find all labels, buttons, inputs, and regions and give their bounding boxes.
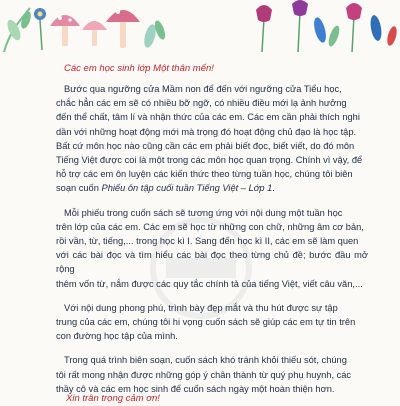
leaf-icon (369, 14, 399, 46)
tulip-icon (292, 0, 308, 52)
text-line: hỗ trợ các em ôn luyện các kiến thức theo từng tuần học, chúng tôi biên (56, 169, 353, 180)
tulip-icon (256, 5, 272, 52)
flower-icon (34, 8, 46, 50)
closing-line: Xin trân trọng cảm ơn! (66, 393, 160, 404)
text-line: với các bài đọc và tìm hiểu các bài đọc theo từng chủ đề; bước đầu mở rộng (56, 250, 368, 275)
text-line: Bất cứ môn học nào cũng cần các em phải biết đọc, biết viết, do đó môn (56, 140, 355, 151)
text-line: trên lớp của các em. Các em sẽ học từ những con chữ, những âm cơ bản, (56, 221, 364, 232)
text-line: dần với những hoạt động mới mà trọng đó hoạt động chủ đạo là học tập. (56, 126, 357, 137)
text-line: chắc hẳn các em sẽ có nhiều bỡ ngỡ, có nhiều điều mới lạ ảnh hưởng (56, 98, 347, 109)
leaf-icon (4, 8, 33, 52)
book-title: Phiếu ôn tập cuối tuần Tiếng Việt – Lớp 1 (101, 183, 273, 194)
text-fragment: soạn cuốn (56, 183, 102, 194)
tulip-icon (346, 3, 362, 52)
greeting: Các em học sinh lớp Một thân mến! (64, 63, 214, 74)
mushroom-icon (106, 10, 140, 48)
text-line: Tiếng Việt được coi là một trong các môn học quan trọng. Chính vì vậy, để (56, 155, 363, 166)
leaf-icon (142, 19, 167, 49)
text-line (56, 181, 368, 195)
text-line: đến thể chất, tâm lí và nhận thức của các em. Các em cần phải thích nghi (56, 112, 360, 123)
text-line: tôi rất mong nhận được những góp ý chân thành từ quý phụ huynh, các (56, 369, 352, 380)
text-line: con đường học tập của mình. (56, 331, 178, 342)
paragraph-2 (56, 206, 368, 291)
mushroom-icon (82, 21, 107, 46)
text-line: Trong quá trình biên soạn, cuốn sách khó tránh khỏi thiếu sót, chúng (64, 355, 347, 366)
text-line: thêm vốn từ, nắm được các quy tắc chính tả của tiếng Việt, viết câu văn,... (56, 278, 363, 289)
text-fragment: . (272, 183, 275, 194)
text-line: rồi vần, từ, tiếng,... trong học kì I. Sang đến học kì II, các em sẽ làm quen (56, 236, 359, 247)
paragraph-3 (56, 301, 368, 344)
paragraph-4 (56, 353, 368, 396)
text-line: Bước qua ngưỡng cửa Mầm non để đến với ngưỡng cửa Tiểu học, (64, 84, 342, 94)
text-line: Với nội dung phong phú, trình bày đẹp mắt và thu hút được sự tập (64, 302, 338, 313)
text-line: thầy cô và các em học sinh để cuốn sách ngày một hoàn thiện hơn. (56, 383, 335, 394)
leaf-icon (312, 16, 342, 48)
text-line: Mỗi phiếu trong cuốn sách sẽ tương ứng với nội dung một tuần học (64, 207, 343, 218)
decorative-header-illustration (0, 0, 400, 52)
preface-text (56, 62, 368, 406)
text-line: trung của các em, chúng tôi hi vọng cuốn sách sẽ giúp các em tự tin trên (56, 317, 356, 328)
mushroom-icon (50, 15, 80, 46)
paragraph-1 (56, 82, 368, 196)
